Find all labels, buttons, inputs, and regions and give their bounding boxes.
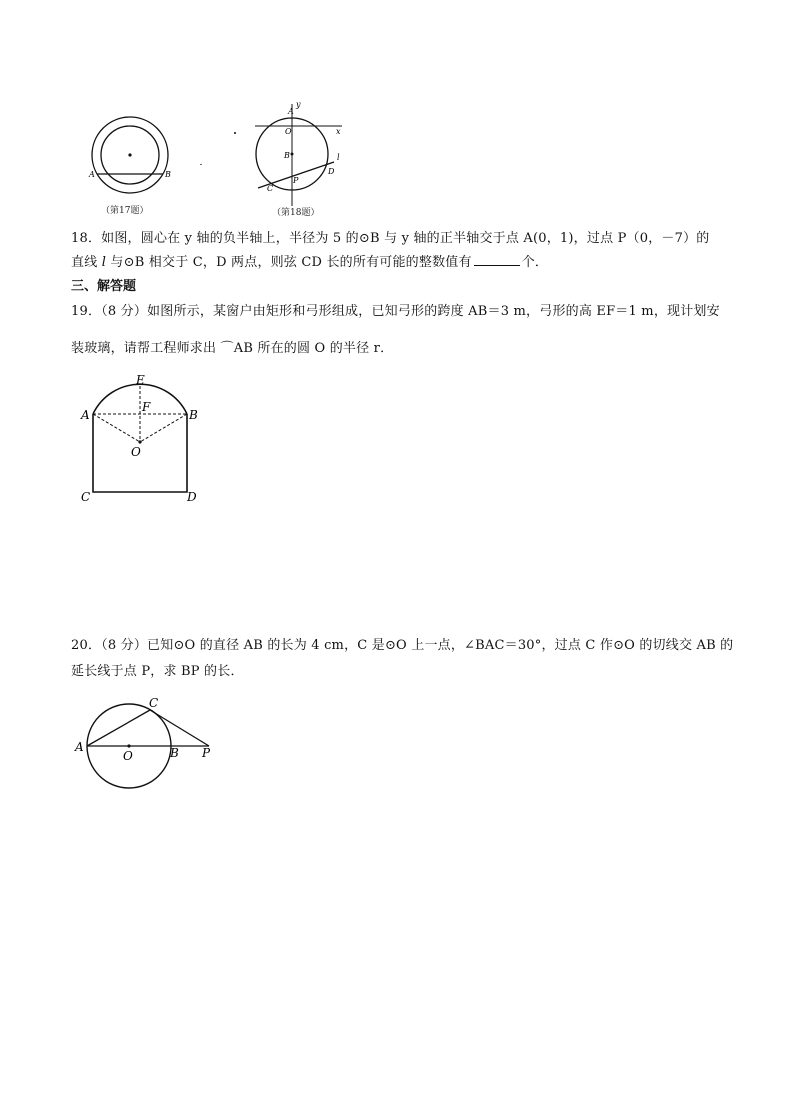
q18-line-l: l xyxy=(101,255,107,270)
label-a: A xyxy=(75,740,84,754)
q20-line-1: 20．（8 分）已知⊙O 的直径 AB 的长为 4 cm，C 是⊙O 上一点，∠BAC＝30°，过点 C 作⊙O 的切线交 AB 的 xyxy=(71,638,734,653)
q18-line-2-mid: 与⊙B 相交于 C，D 两点，则弦 CD 长的所有可能的整数值有 xyxy=(106,255,472,270)
center-point xyxy=(128,153,131,156)
tangent-cp xyxy=(150,710,209,746)
q19-line-2: 装玻璃，请帮工程师求出 ⌒AB 所在的圆 O 的半径 r． xyxy=(71,341,394,356)
label-b: B xyxy=(189,408,198,422)
label-p: P xyxy=(293,176,299,185)
label-p: P xyxy=(202,746,211,760)
q18-line-2-pre: 直线 xyxy=(71,255,102,270)
center-o xyxy=(127,744,130,747)
label-b: B xyxy=(165,170,171,179)
q18-line-2 xyxy=(71,251,548,270)
label-e: E xyxy=(136,373,145,387)
figure-19-diagram xyxy=(75,370,215,510)
figure-19 xyxy=(75,370,215,510)
label-c: C xyxy=(81,490,91,504)
scan-mark xyxy=(234,132,236,134)
figure-20 xyxy=(70,690,230,800)
segment-ao xyxy=(93,414,140,442)
figure-18-diagram xyxy=(250,100,360,210)
q18-line-2-post: 个． xyxy=(521,255,549,270)
segment-bo xyxy=(140,414,187,442)
figure-18 xyxy=(250,100,360,210)
label-o: O xyxy=(123,749,133,763)
label-l: l xyxy=(337,153,340,162)
center-o xyxy=(138,440,141,443)
figure-17-caption: （第17题） xyxy=(101,206,149,216)
label-x: x xyxy=(336,127,341,136)
label-d: D xyxy=(187,490,197,504)
answer-blank xyxy=(474,253,520,266)
label-b: B xyxy=(284,151,290,160)
label-a: A xyxy=(81,408,90,422)
label-b: B xyxy=(170,746,179,760)
chord-ac xyxy=(87,710,150,746)
label-y: y xyxy=(296,100,301,109)
label-a: A xyxy=(288,107,294,116)
label-d: D xyxy=(328,167,335,176)
scan-mark xyxy=(200,164,202,165)
q20-line-2: 延长线于点 P，求 BP 的长． xyxy=(71,664,244,679)
center-b xyxy=(291,153,294,156)
section-title: 三、解答题 xyxy=(71,279,137,294)
label-a: A xyxy=(89,170,95,179)
figure-18-caption: （第18题） xyxy=(272,208,320,218)
label-o: O xyxy=(285,127,292,136)
label-o: O xyxy=(131,445,141,459)
q19-line-1: 19．（8 分）如图所示，某窗户由矩形和弓形组成，已知弓形的跨度 AB＝3 m，弓形的高 EF＝1 m，现计划安 xyxy=(71,304,720,319)
label-c: C xyxy=(267,184,274,193)
q18-line-1: 18．如图，圆心在 y 轴的负半轴上，半径为 5 的⊙B 与 y 轴的正半轴交于点 A(0，1)，过点 P（0，－7）的 xyxy=(71,231,710,246)
figure-20-diagram xyxy=(70,690,230,800)
label-f: F xyxy=(142,400,151,414)
label-c: C xyxy=(149,696,159,710)
